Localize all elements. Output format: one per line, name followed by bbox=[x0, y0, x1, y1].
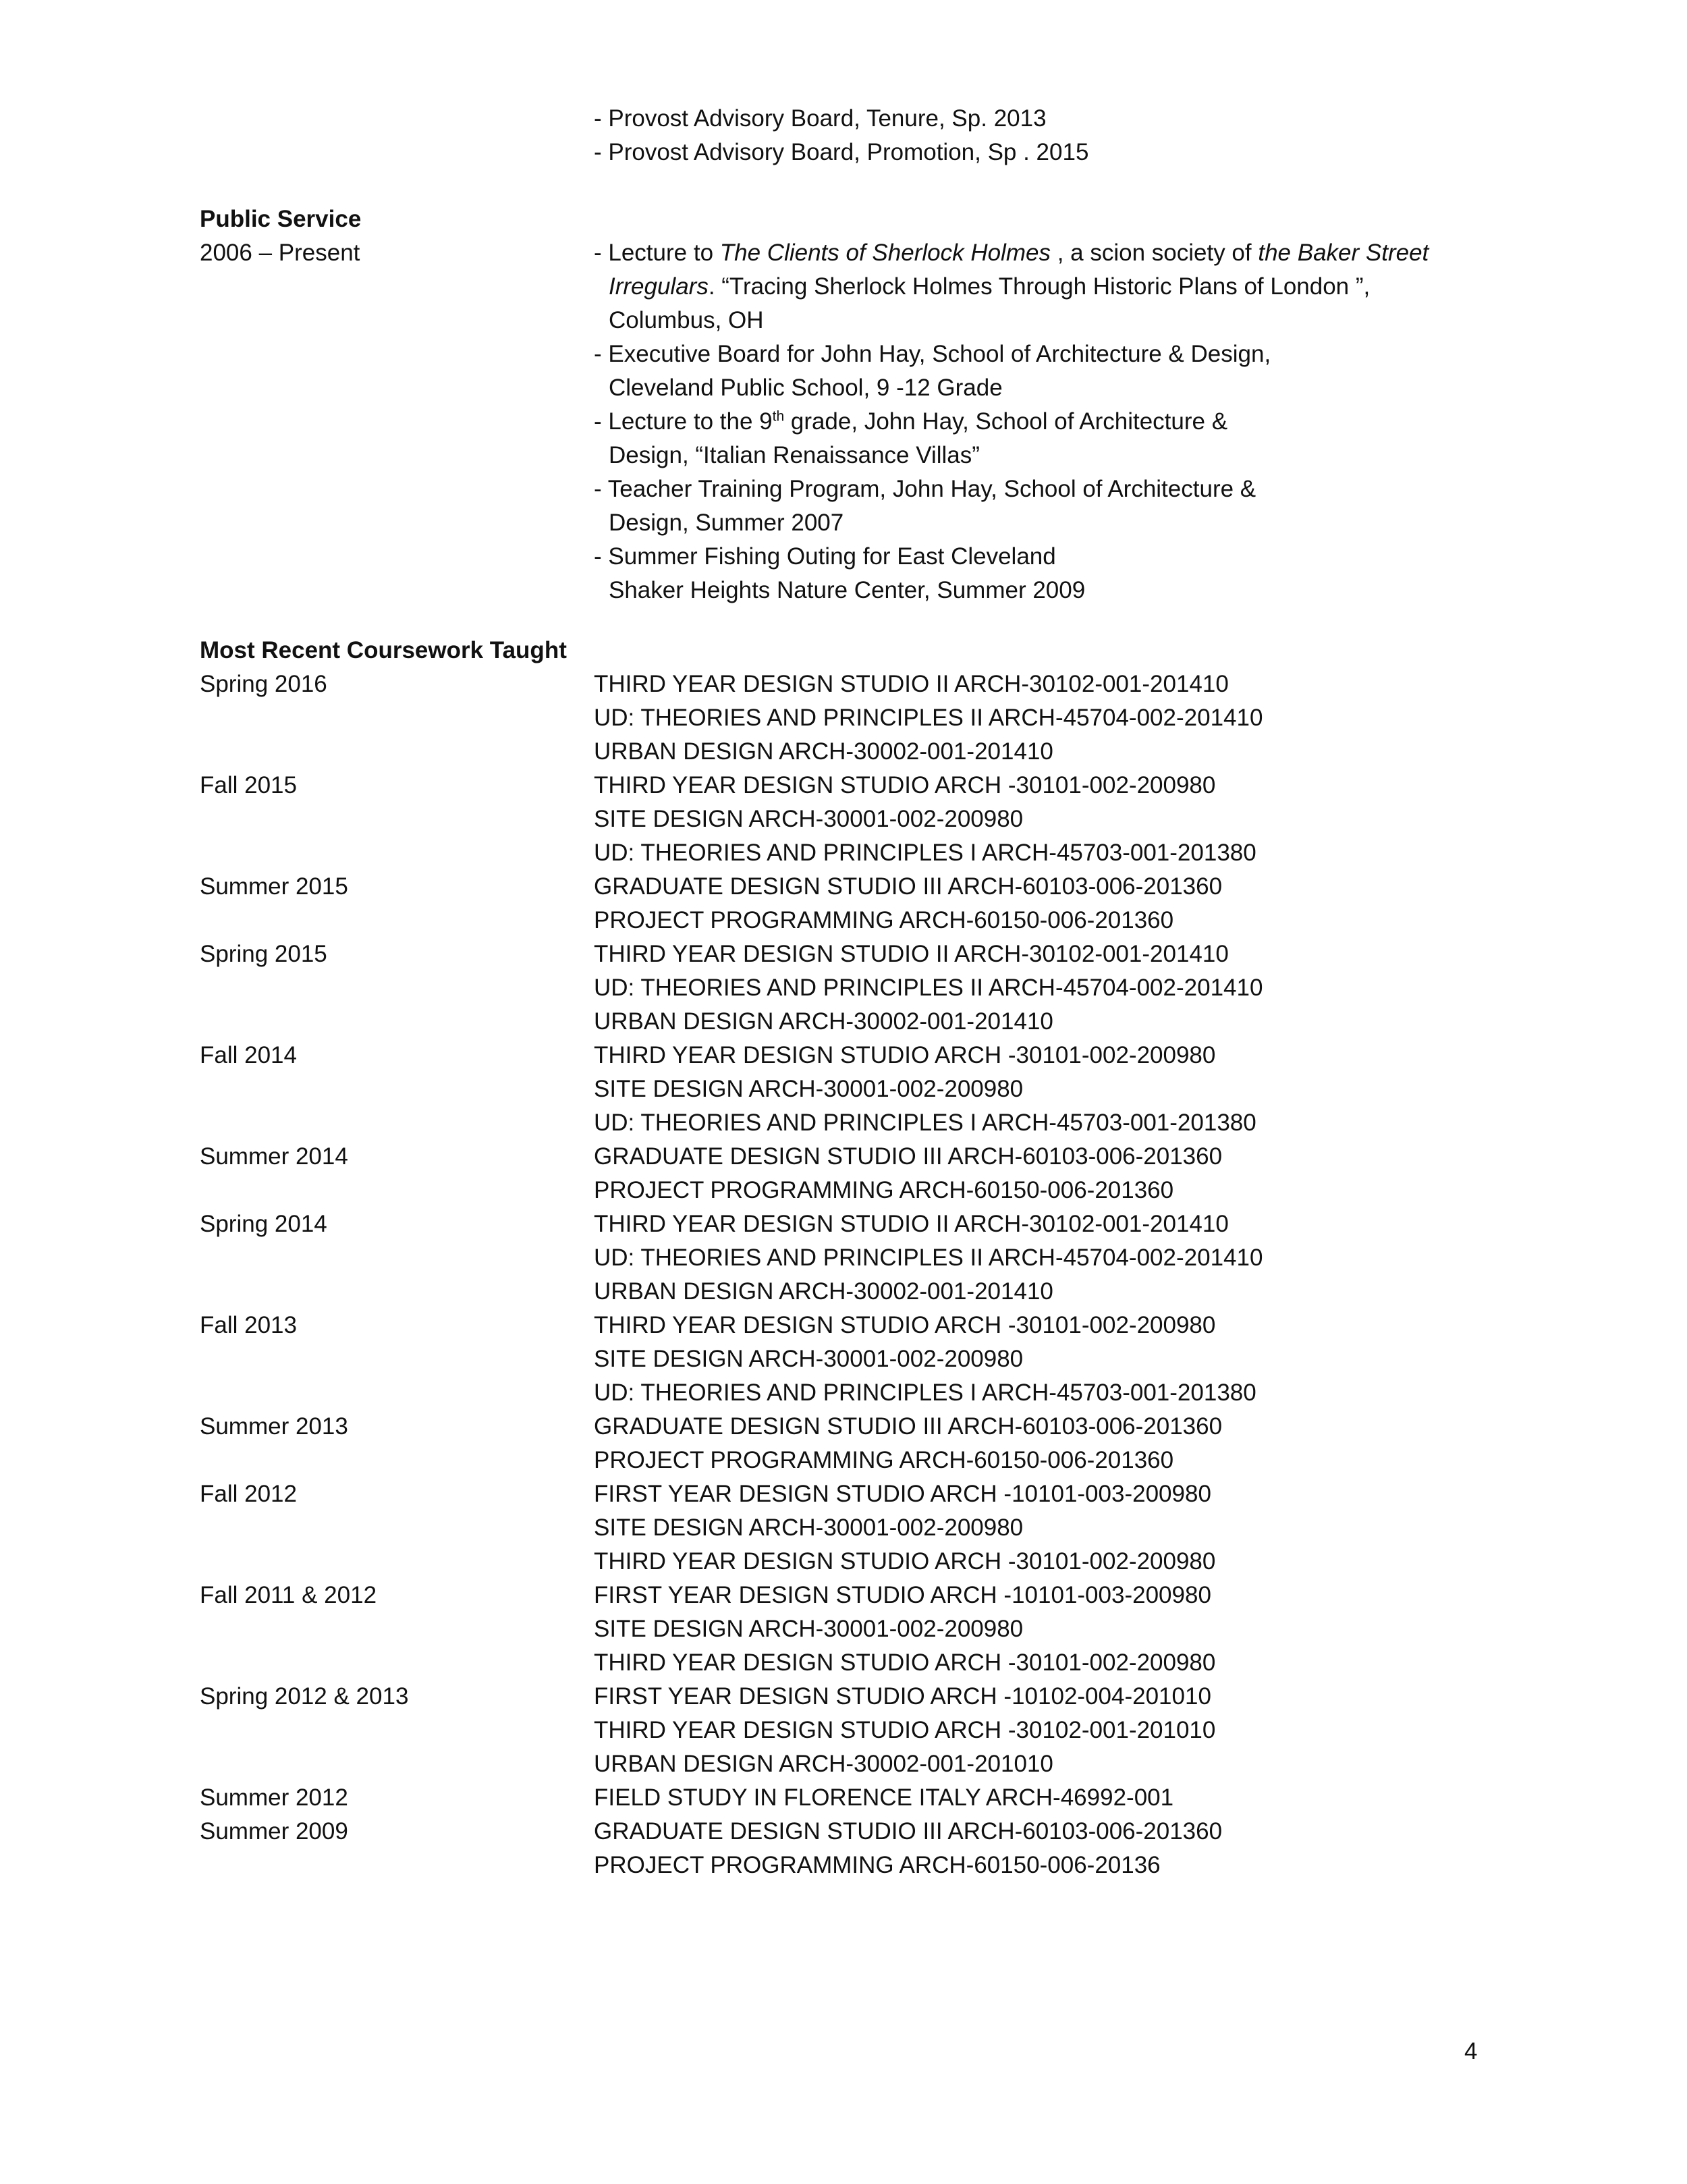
course-entry: URBAN DESIGN ARCH-30002-001-201410 bbox=[594, 1278, 1053, 1305]
term-label: Summer 2013 bbox=[200, 1413, 348, 1440]
sherlock-lecture-line3: Columbus, OH bbox=[609, 307, 764, 333]
sherlock-lecture-line1 bbox=[594, 241, 1429, 265]
course-entry: THIRD YEAR DESIGN STUDIO ARCH -30102-001-201010 bbox=[594, 1717, 1216, 1743]
term-label: Fall 2012 bbox=[200, 1481, 297, 1507]
course-entry: UD: THEORIES AND PRINCIPLES II ARCH-45704-002-201410 bbox=[594, 705, 1263, 731]
course-entry: UD: THEORIES AND PRINCIPLES I ARCH-45703-001-201380 bbox=[594, 1380, 1256, 1406]
term-label: Fall 2011 & 2012 bbox=[200, 1582, 377, 1608]
term-label: Spring 2015 bbox=[200, 941, 327, 967]
course-entry: PROJECT PROGRAMMING ARCH-60150-006-201360 bbox=[594, 907, 1174, 933]
coursework-heading: Most Recent Coursework Taught bbox=[200, 637, 567, 663]
teacher-training-line2: Design, Summer 2007 bbox=[609, 510, 844, 536]
term-label: Fall 2014 bbox=[200, 1042, 297, 1068]
term-label: Summer 2012 bbox=[200, 1784, 348, 1811]
course-entry: GRADUATE DESIGN STUDIO III ARCH-60103-006-201360 bbox=[594, 873, 1223, 900]
public-service-period: 2006 – Present bbox=[200, 240, 360, 266]
course-entry: PROJECT PROGRAMMING ARCH-60150-006-20136 bbox=[594, 1852, 1161, 1878]
provost-tenure-item: - Provost Advisory Board, Tenure, Sp. 2013 bbox=[594, 105, 1047, 132]
course-entry: THIRD YEAR DESIGN STUDIO II ARCH-30102-001-201410 bbox=[594, 1211, 1229, 1237]
sherlock-lecture-title: . “Tracing Sherlock Holmes Through Historic Plans of London ”, bbox=[708, 273, 1371, 300]
course-entry: URBAN DESIGN ARCH-30002-001-201010 bbox=[594, 1751, 1053, 1777]
course-entry: FIELD STUDY IN FLORENCE ITALY ARCH-46992-001 bbox=[594, 1784, 1174, 1811]
course-entry: THIRD YEAR DESIGN STUDIO ARCH -30101-002-200980 bbox=[594, 1548, 1216, 1575]
course-entry: FIRST YEAR DESIGN STUDIO ARCH -10101-003-200980 bbox=[594, 1481, 1211, 1507]
course-entry: SITE DESIGN ARCH-30001-002-200980 bbox=[594, 806, 1024, 832]
term-label: Fall 2013 bbox=[200, 1312, 297, 1338]
baker-street-name: the Baker Street bbox=[1258, 240, 1429, 266]
fishing-outing-line1: - Summer Fishing Outing for East Cleveland bbox=[594, 543, 1056, 570]
course-entry: THIRD YEAR DESIGN STUDIO ARCH -30101-002-200980 bbox=[594, 772, 1216, 798]
executive-board-line1: - Executive Board for John Hay, School of Architecture & Design, bbox=[594, 341, 1271, 367]
irregulars-name: Irregulars bbox=[609, 273, 709, 300]
sherlock-lecture-prefix: - Lecture to bbox=[594, 240, 720, 266]
sherlock-group-name: The Clients of Sherlock Holmes bbox=[719, 240, 1051, 266]
course-entry: PROJECT PROGRAMMING ARCH-60150-006-201360 bbox=[594, 1177, 1174, 1203]
term-label: Summer 2014 bbox=[200, 1143, 348, 1170]
course-entry: GRADUATE DESIGN STUDIO III ARCH-60103-006-201360 bbox=[594, 1143, 1223, 1170]
ninth-lecture-prefix: - Lecture to the 9 bbox=[594, 408, 773, 435]
course-entry: THIRD YEAR DESIGN STUDIO ARCH -30101-002-200980 bbox=[594, 1649, 1216, 1676]
course-entry: THIRD YEAR DESIGN STUDIO ARCH -30101-002-200980 bbox=[594, 1312, 1216, 1338]
course-entry: SITE DESIGN ARCH-30001-002-200980 bbox=[594, 1076, 1024, 1102]
course-entry: SITE DESIGN ARCH-30001-002-200980 bbox=[594, 1616, 1024, 1642]
course-entry: THIRD YEAR DESIGN STUDIO II ARCH-30102-001-201410 bbox=[594, 671, 1229, 697]
course-entry: URBAN DESIGN ARCH-30002-001-201410 bbox=[594, 1008, 1053, 1035]
sherlock-lecture-middle: , a scion society of bbox=[1050, 240, 1259, 266]
term-label: Spring 2014 bbox=[200, 1211, 327, 1237]
term-label: Summer 2009 bbox=[200, 1818, 348, 1845]
course-entry: UD: THEORIES AND PRINCIPLES II ARCH-45704-002-201410 bbox=[594, 1245, 1263, 1271]
course-entry: SITE DESIGN ARCH-30001-002-200980 bbox=[594, 1346, 1024, 1372]
public-service-heading: Public Service bbox=[200, 206, 362, 232]
ninth-superscript: th bbox=[772, 408, 785, 425]
course-entry: GRADUATE DESIGN STUDIO III ARCH-60103-006-201360 bbox=[594, 1818, 1223, 1845]
ninth-lecture-suffix: grade, John Hay, School of Architecture & bbox=[784, 408, 1228, 435]
executive-board-line2: Cleveland Public School, 9 -12 Grade bbox=[609, 375, 1003, 401]
course-entry: FIRST YEAR DESIGN STUDIO ARCH -10102-004-201010 bbox=[594, 1683, 1211, 1710]
term-label: Summer 2015 bbox=[200, 873, 348, 900]
course-entry: UD: THEORIES AND PRINCIPLES I ARCH-45703-001-201380 bbox=[594, 840, 1256, 866]
course-entry: GRADUATE DESIGN STUDIO III ARCH-60103-006-201360 bbox=[594, 1413, 1223, 1440]
course-entry: PROJECT PROGRAMMING ARCH-60150-006-201360 bbox=[594, 1447, 1174, 1473]
ninth-grade-lecture-line2: Design, “Italian Renaissance Villas” bbox=[609, 442, 980, 468]
teacher-training-line1: - Teacher Training Program, John Hay, School of Architecture & bbox=[594, 476, 1256, 502]
course-entry: SITE DESIGN ARCH-30001-002-200980 bbox=[594, 1514, 1024, 1541]
course-entry: URBAN DESIGN ARCH-30002-001-201410 bbox=[594, 738, 1053, 765]
course-entry: UD: THEORIES AND PRINCIPLES II ARCH-45704-002-201410 bbox=[594, 975, 1263, 1001]
course-entry: UD: THEORIES AND PRINCIPLES I ARCH-45703-001-201380 bbox=[594, 1110, 1256, 1136]
fishing-outing-line2: Shaker Heights Nature Center, Summer 2009 bbox=[609, 577, 1086, 603]
sherlock-lecture-line2 bbox=[609, 275, 1370, 298]
course-entry: THIRD YEAR DESIGN STUDIO ARCH -30101-002-200980 bbox=[594, 1042, 1216, 1068]
ninth-grade-lecture-line1 bbox=[594, 410, 1227, 433]
page-number: 4 bbox=[1464, 2038, 1478, 2065]
course-entry: THIRD YEAR DESIGN STUDIO II ARCH-30102-001-201410 bbox=[594, 941, 1229, 967]
provost-promotion-item: - Provost Advisory Board, Promotion, Sp . 2015 bbox=[594, 139, 1089, 165]
term-label: Spring 2016 bbox=[200, 671, 327, 697]
course-entry: FIRST YEAR DESIGN STUDIO ARCH -10101-003-200980 bbox=[594, 1582, 1211, 1608]
term-label: Spring 2012 & 2013 bbox=[200, 1683, 409, 1710]
term-label: Fall 2015 bbox=[200, 772, 297, 798]
